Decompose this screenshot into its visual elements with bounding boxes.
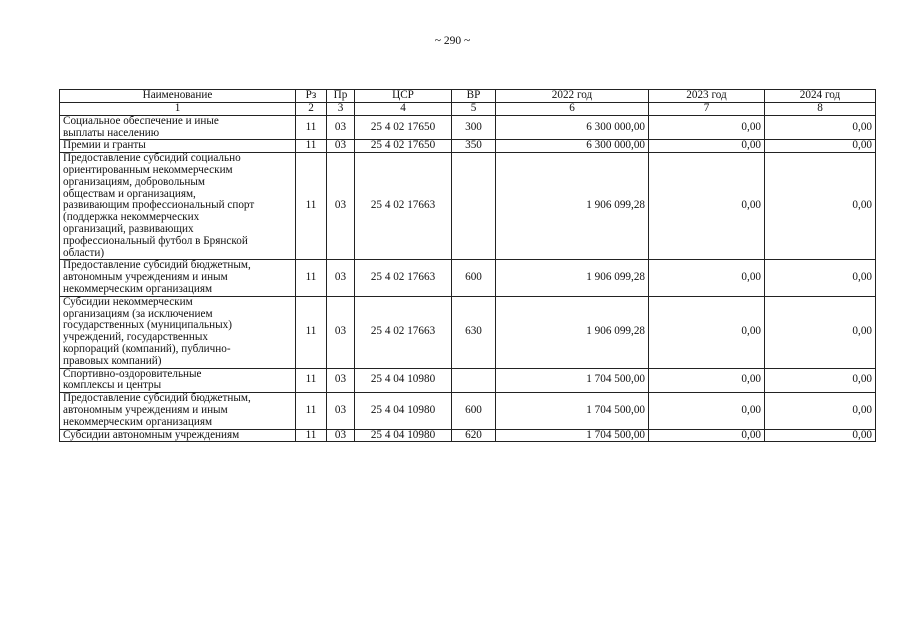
cell-csr: 25 4 04 10980 [355, 393, 452, 429]
cell-name-line: развивающим профессиональный спорт [63, 199, 255, 212]
cell-name-line: обществам и организациям, [63, 187, 196, 200]
cell-pr: 03 [327, 140, 355, 153]
cell-pr: 03 [327, 260, 355, 296]
cell-rz: 11 [296, 368, 327, 393]
cell-csr: 25 4 02 17663 [355, 260, 452, 296]
cell-pr: 03 [327, 393, 355, 429]
column-number: 3 [327, 103, 355, 116]
cell-name-line: области) [63, 246, 105, 259]
cell-name [60, 296, 296, 368]
column-number: 8 [765, 103, 876, 116]
cell-name-line: профессиональный футбол в Брянской [63, 234, 248, 247]
cell-name [60, 153, 296, 260]
cell-2024: 0,00 [765, 393, 876, 429]
cell-rz: 11 [296, 140, 327, 153]
cell-2022: 1 906 099,28 [496, 153, 649, 260]
cell-name [60, 260, 296, 296]
cell-name [60, 140, 296, 153]
table-row [60, 260, 876, 296]
header-vr: ВР [452, 90, 496, 103]
cell-2023: 0,00 [649, 140, 765, 153]
cell-2023: 0,00 [649, 115, 765, 140]
cell-csr: 25 4 04 10980 [355, 429, 452, 442]
cell-2023: 0,00 [649, 260, 765, 296]
cell-pr: 03 [327, 429, 355, 442]
cell-pr: 03 [327, 296, 355, 368]
table-row [60, 296, 876, 368]
column-number-row [60, 103, 876, 116]
column-number: 1 [60, 103, 296, 116]
header-2023: 2023 год [649, 90, 765, 103]
cell-name-line: правовых компаний) [63, 354, 162, 367]
cell-csr: 25 4 04 10980 [355, 368, 452, 393]
cell-pr: 03 [327, 368, 355, 393]
header-csr: ЦСР [355, 90, 452, 103]
column-number: 7 [649, 103, 765, 116]
cell-pr: 03 [327, 115, 355, 140]
cell-2022: 1 704 500,00 [496, 393, 649, 429]
cell-name-line: автономным учреждениям и иным [63, 271, 228, 284]
header-rz: Рз [296, 90, 327, 103]
cell-name-line: автономным учреждениям и иным [63, 403, 228, 416]
cell-name-line: учреждений, государственных [63, 331, 208, 344]
cell-name-line: ориентированным некоммерческим [63, 163, 233, 176]
budget-table [59, 89, 876, 442]
cell-rz: 11 [296, 393, 327, 429]
cell-vr: 300 [452, 115, 496, 140]
cell-2023: 0,00 [649, 429, 765, 442]
cell-name-line: корпораций (компаний), публично- [63, 342, 231, 355]
page-number: ~ 290 ~ [434, 35, 471, 47]
cell-2022: 1 906 099,28 [496, 296, 649, 368]
cell-2024: 0,00 [765, 153, 876, 260]
header-2022: 2022 год [496, 90, 649, 103]
cell-csr: 25 4 02 17663 [355, 296, 452, 368]
cell-csr: 25 4 02 17650 [355, 140, 452, 153]
cell-name-line: Премии и гранты [63, 139, 146, 152]
table-row [60, 115, 876, 140]
cell-name-line: Субсидии автономным учреждениям [63, 429, 240, 441]
cell-2024: 0,00 [765, 115, 876, 140]
header-row [60, 90, 876, 103]
cell-2022: 1 704 500,00 [496, 429, 649, 442]
table-row [60, 153, 876, 260]
column-number: 2 [296, 103, 327, 116]
column-number: 4 [355, 103, 452, 116]
cell-rz: 11 [296, 296, 327, 368]
cell-2024: 0,00 [765, 429, 876, 442]
cell-2022: 6 300 000,00 [496, 115, 649, 140]
cell-csr: 25 4 02 17650 [355, 115, 452, 140]
cell-2024: 0,00 [765, 296, 876, 368]
cell-vr [452, 153, 496, 260]
cell-2023: 0,00 [649, 296, 765, 368]
header-2024: 2024 год [765, 90, 876, 103]
cell-2023: 0,00 [649, 153, 765, 260]
table-row [60, 393, 876, 429]
cell-vr [452, 368, 496, 393]
cell-2024: 0,00 [765, 260, 876, 296]
cell-name-line: Социальное обеспечение и иные [63, 115, 219, 127]
cell-rz: 11 [296, 115, 327, 140]
cell-vr: 630 [452, 296, 496, 368]
cell-name-line: организациям, добровольным [63, 175, 205, 188]
cell-name-line: некоммерческим организациям [63, 415, 213, 428]
cell-name-line: Предоставление субсидий социально [63, 152, 241, 165]
column-number: 5 [452, 103, 496, 116]
cell-name-line: государственных (муниципальных) [63, 319, 232, 332]
cell-name [60, 115, 296, 140]
cell-name-line: Субсидии некоммерческим [63, 296, 193, 308]
table-row [60, 140, 876, 153]
cell-2023: 0,00 [649, 368, 765, 393]
cell-name [60, 429, 296, 442]
header-pr: Пр [327, 90, 355, 103]
header-name: Наименование [60, 90, 296, 103]
cell-rz: 11 [296, 260, 327, 296]
cell-name-line: (поддержка некоммерческих [63, 211, 200, 224]
table-row [60, 429, 876, 442]
cell-name-line: комплексы и центры [63, 379, 162, 392]
cell-2024: 0,00 [765, 140, 876, 153]
table-row [60, 368, 876, 393]
cell-2024: 0,00 [765, 368, 876, 393]
cell-vr: 350 [452, 140, 496, 153]
cell-name-line: Спортивно-оздоровительные [63, 368, 202, 380]
cell-rz: 11 [296, 429, 327, 442]
cell-vr: 600 [452, 260, 496, 296]
cell-name-line: организаций, развивающих [63, 222, 194, 235]
cell-2022: 1 906 099,28 [496, 260, 649, 296]
cell-name [60, 368, 296, 393]
cell-name-line: организациям (за исключением [63, 307, 213, 320]
cell-name-line: Предоставление субсидий бюджетным, [63, 392, 251, 405]
column-number: 6 [496, 103, 649, 116]
cell-name-line: Предоставление субсидий бюджетным, [63, 259, 251, 272]
cell-2022: 6 300 000,00 [496, 140, 649, 153]
cell-2023: 0,00 [649, 393, 765, 429]
cell-rz: 11 [296, 153, 327, 260]
table-body [60, 115, 876, 442]
cell-vr: 600 [452, 393, 496, 429]
cell-csr: 25 4 02 17663 [355, 153, 452, 260]
cell-name-line: некоммерческим организациям [63, 282, 213, 295]
cell-vr: 620 [452, 429, 496, 442]
cell-pr: 03 [327, 153, 355, 260]
cell-name [60, 393, 296, 429]
cell-name-line: выплаты населению [63, 126, 160, 139]
cell-2022: 1 704 500,00 [496, 368, 649, 393]
